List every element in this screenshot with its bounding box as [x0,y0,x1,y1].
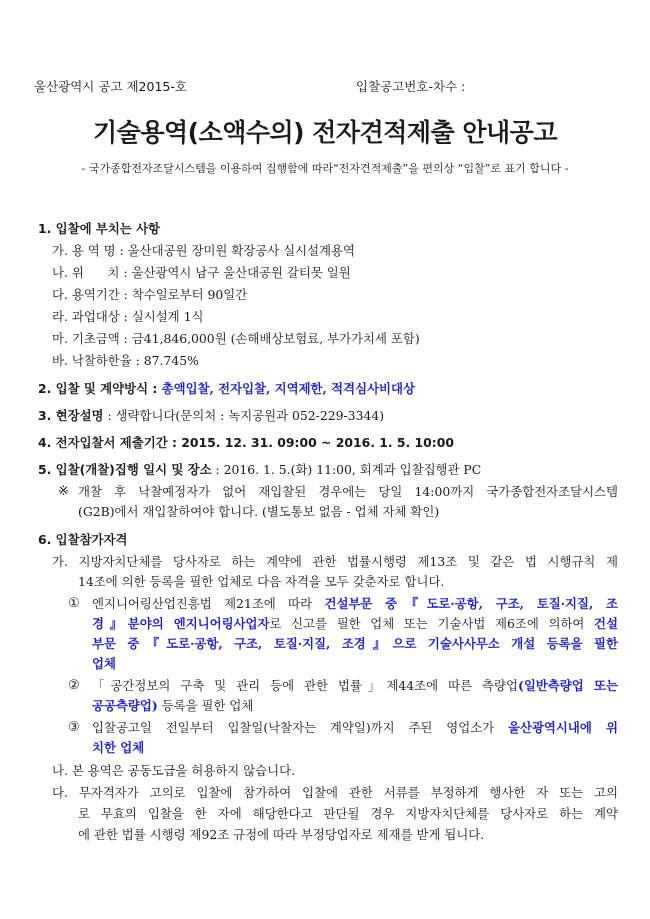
qualification-na: 나. 본 용역은 공동도급을 허용하지 않습니다. [52,763,296,778]
q1-text-b: 로 신고를 필한 업체 또는 기술사법 제6조에 의하여 [269,616,595,631]
section-5-heading: 5. 입찰(개찰)집행 일시 및 장소 [38,462,212,477]
circled-1-marker: ① [68,596,80,611]
contract-method: 총액입찰, 전자입찰, 지역제한, 적격심사비대상 [161,381,415,396]
item-service-name: 가. 용 역 명 : 울산대공원 장미원 확장공사 실시설계용역 [52,243,355,258]
qualification-1-line-1 [92,594,618,614]
rebid-note-line-2: (G2B)에서 재입찰하여야 합니다. (별도통보 없음 - 업체 자체 확인) [78,504,440,519]
qualification-1-line-2 [92,614,618,634]
q2-highlight-b: 공공측량업) [92,698,158,713]
item-service-period: 다. 용역기간 : 착수일로부터 90일간 [52,287,248,302]
q1-highlight-a: 건설부문 중『도로·공항, 구조, 토질·지질, 조 [324,596,618,611]
qualification-3-line-1 [92,718,618,738]
item-location: 나. 위 치 : 울산광역시 남구 울산대공원 갈티못 일원 [52,265,351,280]
q2-highlight-a: (일반측량업 또는 [517,678,618,693]
section-4-submission-period: 4. 전자입찰서 제출기간 : 2015. 12. 31. 09:00 ~ 2016. 1. 5. 10:00 [38,435,454,450]
opening-datetime-place: : 2016. 1. 5.(화) 11:00, 회계과 입찰집행관 PC [211,462,482,477]
q1-highlight-c: 건설 [594,616,618,631]
q2-text-a: 「공간정보의 구축 및 관리 등에 관한 법률」제44조에 따른 측량업 [92,678,518,693]
q1-highlight-d: 부문 중『도로·공항, 구조, 토질·지질, 조경』으로 기술사사무소 개설 등록을 필한 [92,636,618,651]
note-marker: ※ [58,484,69,499]
section-6-heading: 6. 입찰참가자격 [38,532,128,547]
notice-number: 울산광역시 공고 제2015-호 [34,79,187,94]
qualification-da-line-1: 다. 무자격자가 고의로 입찰에 참가하여 입찰에 관한 서류를 부정하게 행사한 자 또는 고의 [52,785,618,800]
qualification-2-line-2 [92,696,253,716]
q1-highlight-b: 경』분야의 엔지니어링사업자 [92,616,270,631]
section-3-heading: 3. 현장설명 [38,408,104,423]
qualification-ga-line-1: 가. 지방자치단체를 당사자로 하는 계약에 관한 법률시행령 제13조 및 같은 법 시행규칙 제 [52,554,618,569]
circled-2-marker: ② [68,678,80,693]
site-briefing-info: : 생략합니다(문의처 : 녹지공원과 052-229-3344) [103,408,385,423]
qualification-1-line-3 [92,634,618,654]
section-2-heading: 2. 입찰 및 계약방식 : [38,381,162,396]
document-subtitle: - 국가종합전자조달시스템을 이용하여 집행함에 따라“전자견적제출”을 편의상 “입찰”로 표기 합니다 - [81,162,569,175]
section-1-heading: 1. 입찰에 부치는 사항 [38,221,161,236]
q3-highlight-b: 치한 업체 [92,740,145,755]
document-title: 기술용역(소액수의) 전자견적제출 안내공고 [93,118,557,147]
circled-3-marker: ③ [68,720,80,735]
item-lower-limit-rate: 바. 낙찰하한율 : 87.745% [52,353,199,368]
q1-highlight-e: 업체 [92,656,116,671]
rebid-note-line-1: 개찰 후 낙찰예정자가 없어 재입찰된 경우에는 당일 14:00까지 국가종합전자조달시스템 [78,484,618,499]
qualification-ga-line-2: 14조에 의한 등록을 필한 업체로 다음 자격을 모두 갖춘자로 합니다. [78,574,445,589]
section-3 [38,406,384,426]
item-base-price: 마. 기초금액 : 금41,846,000원 (손해배상보험료, 부가가치세 포함) [52,331,420,346]
q3-highlight-a: 울산광역시내에 위 [508,720,618,735]
q2-text-b: 등록을 필한 업체 [157,698,254,713]
qualification-2-line-1 [92,676,618,696]
section-5 [38,460,481,480]
bid-announcement-number: 입찰공고번호-차수 : [356,79,466,94]
qualification-da-line-2: 로 무효의 입찰을 한 자에 해당한다고 판단될 경우 지방자치단체를 당사자로 하는 계약 [78,806,618,821]
item-task-scope: 라. 과업대상 : 실시설계 1식 [52,309,204,324]
qualification-da-line-3: 에 관한 법률 시행령 제92조 규정에 따라 부정당업자로 제재를 받게 됩니다. [78,827,485,842]
section-2 [38,379,415,399]
q1-text-a: 엔지니어링산업진흥법 제21조에 따라 [92,596,325,611]
q3-text-a: 입찰공고일 전일부터 입찰일(낙찰자는 계약일)까지 주된 영업소가 [92,720,508,735]
